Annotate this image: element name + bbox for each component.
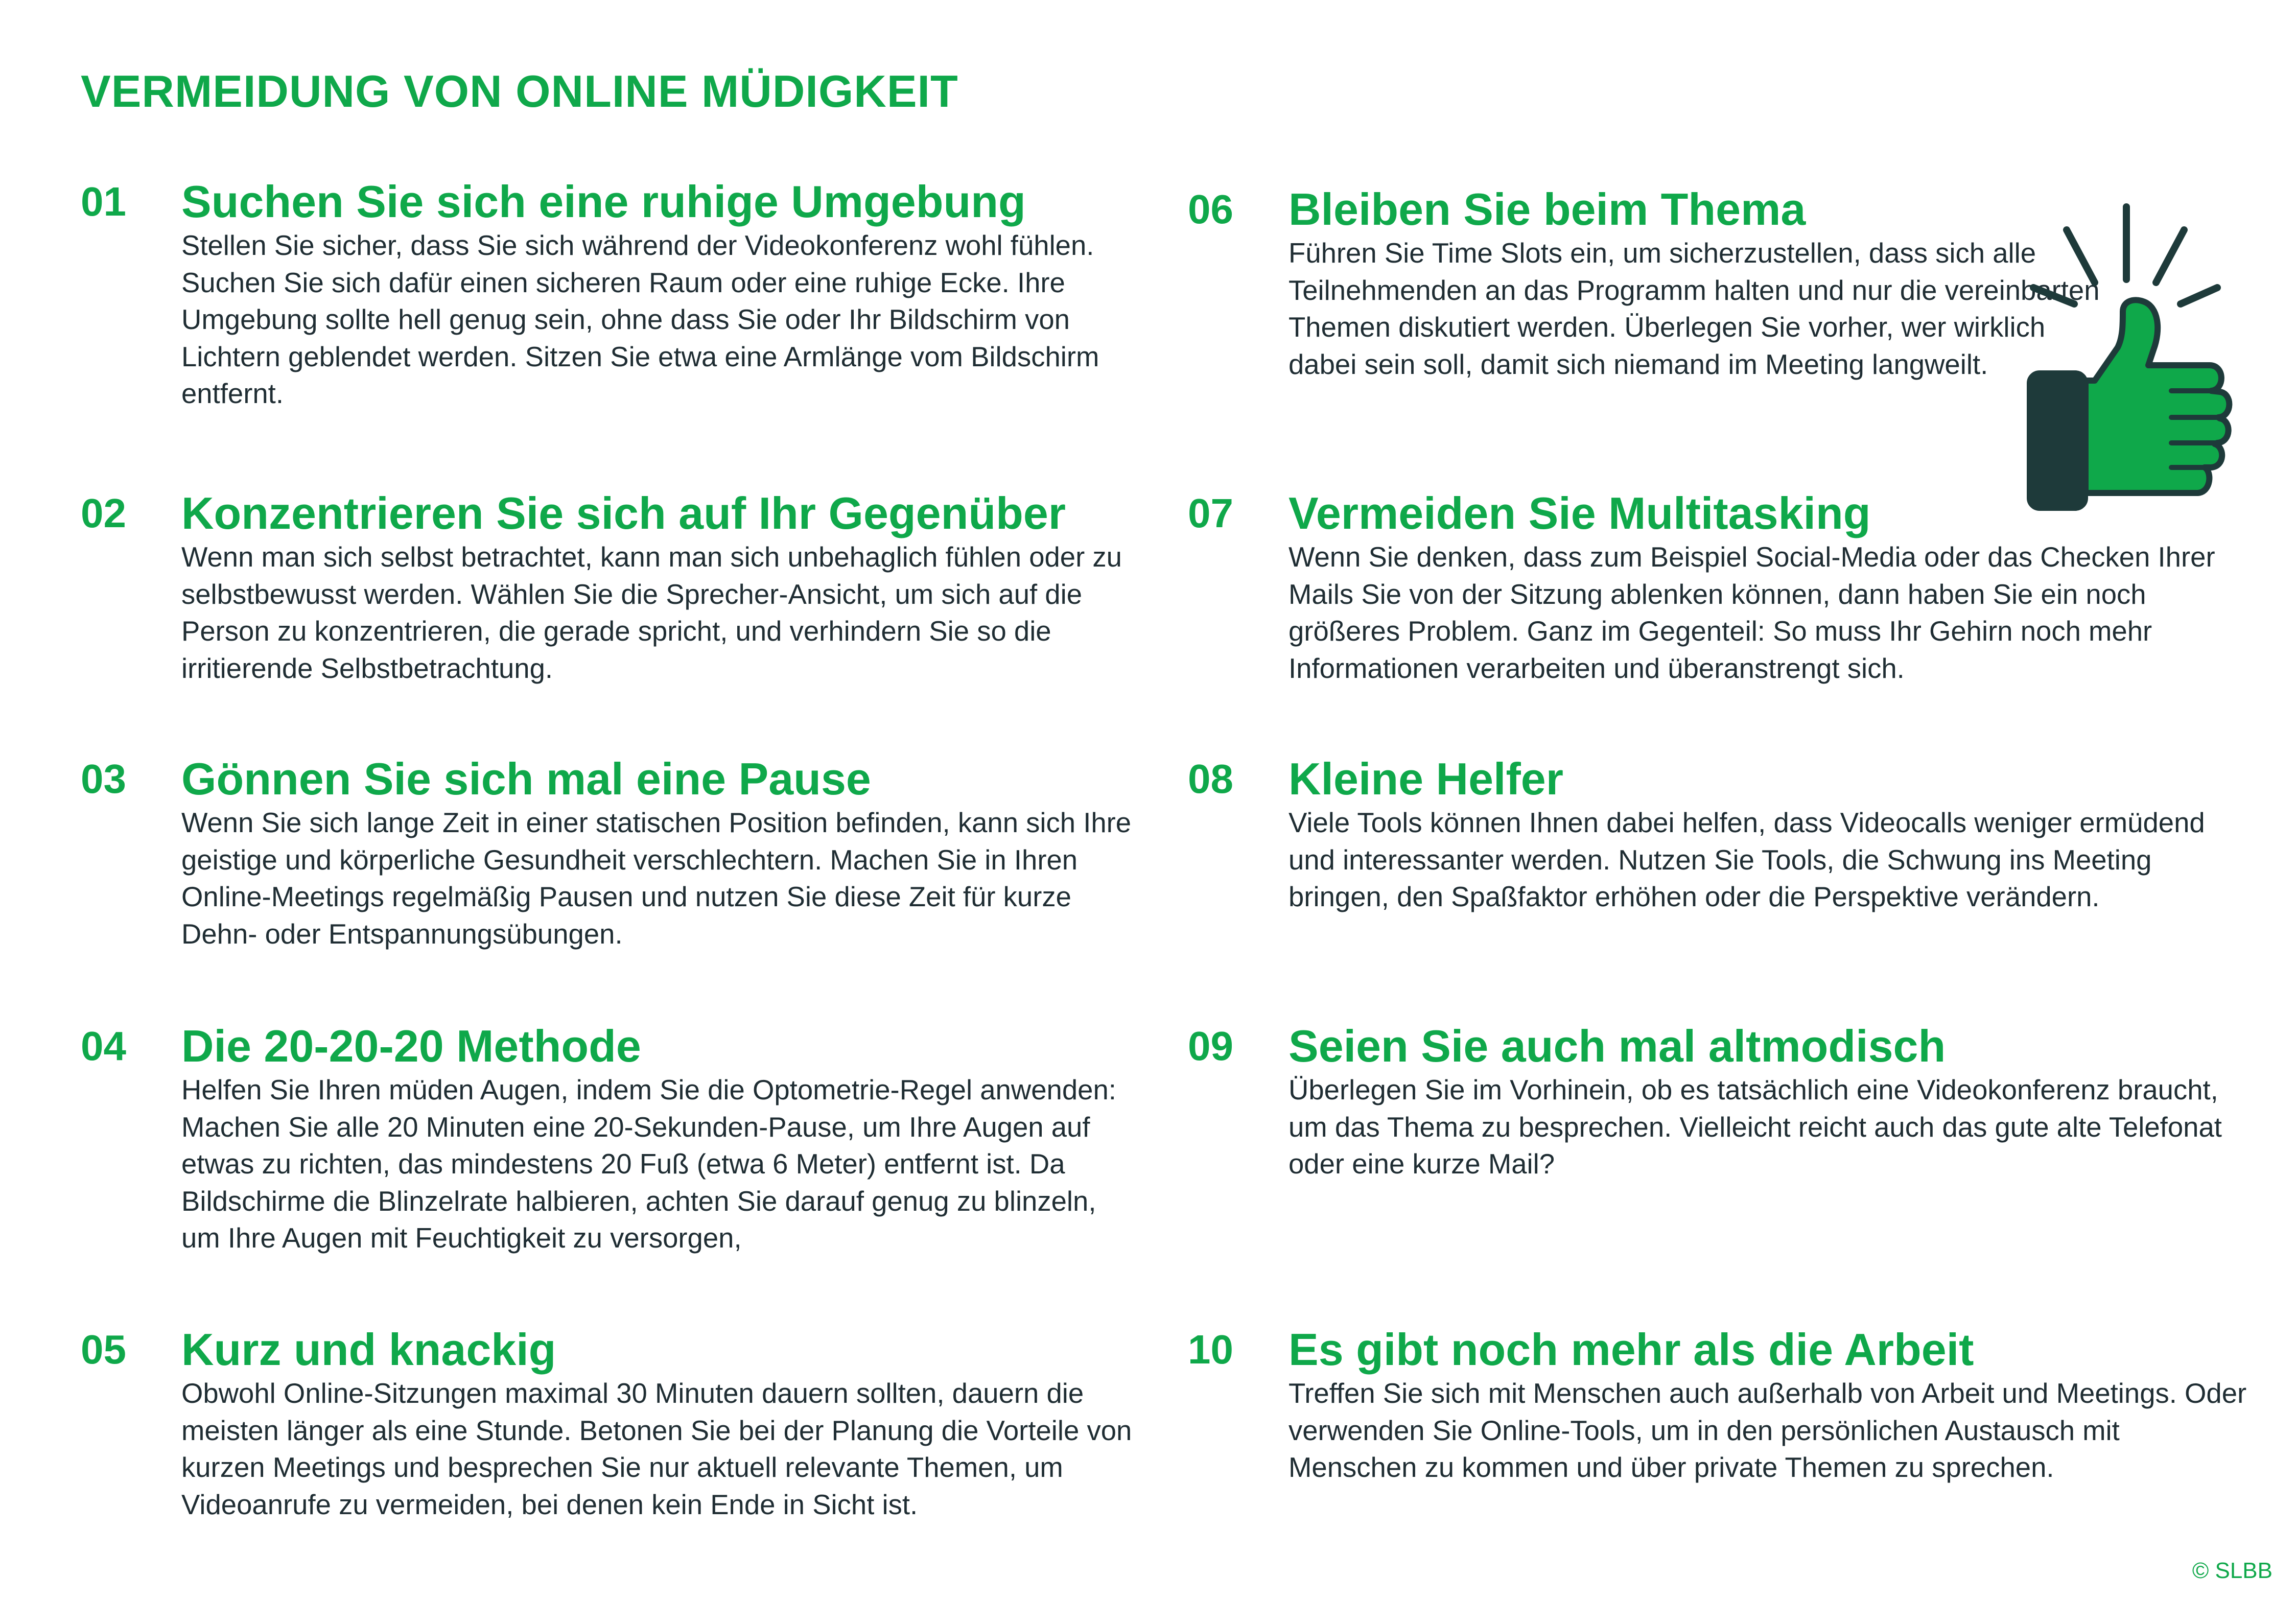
tip-text: Treffen Sie sich mit Menschen auch außerhalb von Arbeit und Meetings. Oder verwenden Sie Online-Tools, um in den persönlichen Austausch mit Menschen zu kommen und über private Themen zu sprechen. (1288, 1378, 2247, 1483)
tip-text: Wenn Sie denken, dass zum Beispiel Social-Media oder das Checken Ihrer Mails Sie von der Sitzung ablenken können, dann haben Sie ein noch größeres Problem. Ganz im Gegenteil: So muss Ihr Gehirn noch mehr Informationen verarbeiten und überanstrengt sich. (1288, 542, 2215, 684)
tip-heading: Suchen Sie sich eine ruhige Umgebung (181, 176, 1026, 227)
tip-number: 01 (81, 179, 126, 224)
tip-text: Helfen Sie Ihren müden Augen, indem Sie die Optometrie-Regel anwenden: Machen Sie alle 20 Minuten eine 20-Sekunden-Pause, um Ihre Augen auf etwas zu richten, das mindestens 20 Fuß (etwa 6 Meter) entfernt ist. Da Bildschirme die Blinzelrate halbieren, achten Sie darauf genug zu blinzeln, um Ihre Augen mit Feuchtigkeit zu versorgen, (181, 1074, 1116, 1254)
page-title: VERMEIDUNG VON ONLINE MÜDIGKEIT (81, 66, 958, 116)
tip-heading: Konzentrieren Sie sich auf Ihr Gegenüber (181, 488, 1066, 538)
tip-heading: Kleine Helfer (1288, 754, 1563, 804)
tip-text: Führen Sie Time Slots ein, um sicherzustellen, dass sich alle Teilnehmenden an das Programm halten und nur die vereinbarten Themen diskutiert werden. Überlegen Sie vorher, wer wirklich dabei sein soll, damit sich niemand im Meeting langweilt. (1288, 238, 2100, 380)
tip-heading: Bleiben Sie beim Thema (1288, 184, 1806, 234)
copyright-notice: © SLBB (2192, 1558, 2272, 1583)
tip-heading: Kurz und knackig (181, 1324, 556, 1375)
tip-number: 07 (1188, 490, 1233, 536)
tip-text: Stellen Sie sicher, dass Sie sich während der Videokonferenz wohl fühlen. Suchen Sie sich dafür einen sicheren Raum oder eine ruhige Ecke. Ihre Umgebung sollte hell genug sein, ohne dass Sie oder Ihr Bildschirm von Lichtern geblendet werden. Sitzen Sie etwa eine Armlänge vom Bildschirm entfernt. (181, 230, 1099, 409)
tip-heading: Es gibt noch mehr als die Arbeit (1288, 1324, 1974, 1375)
tip-text: Wenn Sie sich lange Zeit in einer statischen Position befinden, kann sich Ihre geistige und körperliche Gesundheit verschlechtern. Machen Sie in Ihren Online-Meetings regelmäßig Pausen und nutzen Sie diese Zeit für kurze Dehn- oder Entspannungsübungen. (181, 807, 1132, 950)
tip-number: 04 (81, 1023, 126, 1069)
tip-heading: Seien Sie auch mal altmodisch (1288, 1021, 1946, 1071)
tip-number: 08 (1188, 756, 1233, 802)
tip-text: Wenn man sich selbst betrachtet, kann man sich unbehaglich fühlen oder zu selbstbewusst werden. Wählen Sie die Sprecher-Ansicht, um sich auf die Person zu konzentrieren, die gerade spricht, und verhindern Sie so die irritierende Selbstbetrachtung. (181, 542, 1122, 684)
tip-number: 05 (81, 1327, 126, 1372)
tip-heading: Vermeiden Sie Multitasking (1288, 488, 1871, 538)
tip-heading: Die 20-20-20 Methode (181, 1021, 641, 1071)
tip-number: 10 (1188, 1327, 1233, 1372)
tip-number: 09 (1188, 1023, 1233, 1069)
tip-number: 02 (81, 490, 126, 536)
tip-heading: Gönnen Sie sich mal eine Pause (181, 754, 871, 804)
tip-text: Obwohl Online-Sitzungen maximal 30 Minuten dauern sollten, dauern die meisten länger als eine Stunde. Betonen Sie bei der Planung die Vorteile von kurzen Meetings und besprechen Sie nur aktuell relevante Themen, um Videoanrufe zu vermeiden, bei denen kein Ende in Sicht ist. (181, 1378, 1132, 1520)
tip-number: 03 (81, 756, 126, 802)
tip-number: 06 (1188, 186, 1233, 232)
thumbs-up-icon (2018, 197, 2243, 519)
tip-text: Viele Tools können Ihnen dabei helfen, dass Videocalls weniger ermüdend und interessanter werden. Nutzen Sie Tools, die Schwung ins Meeting bringen, den Spaßfaktor erhöhen oder die Perspektive verändern. (1288, 807, 2205, 912)
tip-text: Überlegen Sie im Vorhinein, ob es tatsächlich eine Videokonferenz braucht, um das Thema zu besprechen. Vielleicht reicht auch das gute alte Telefonat oder eine kurze Mail? (1288, 1074, 2222, 1180)
